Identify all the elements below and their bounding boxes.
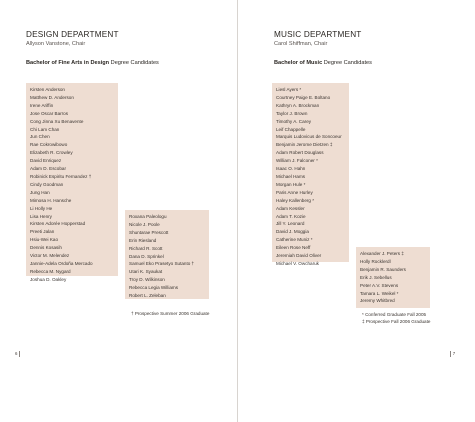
candidate-name: Elizabeth R. Crowley bbox=[30, 150, 73, 156]
left-page bbox=[0, 0, 237, 422]
candidate-name: Erin Riesland bbox=[129, 237, 157, 243]
candidate-name: Shuntarae Prescott bbox=[129, 229, 169, 235]
candidate-name: Morgan Hule * bbox=[276, 181, 306, 187]
design-degree-rest: Degree Candidates bbox=[109, 60, 159, 66]
candidate-name: Dana D. Sprinkel bbox=[129, 253, 164, 259]
candidate-name: Haley Kallenberg * bbox=[276, 197, 315, 203]
candidate-name: Robert L. Zeleban bbox=[129, 293, 166, 299]
candidate-name: Utari K. Syaukat bbox=[129, 269, 163, 275]
design-footnote: † Prospective Summer 2006 Graduate bbox=[131, 311, 210, 316]
candidate-name: Leif Chappelle bbox=[276, 126, 306, 132]
candidate-name: Jill Y. Leonard bbox=[276, 221, 305, 227]
candidate-name: William J. Falconer * bbox=[276, 158, 318, 164]
design-chair: Allyson Vanstone, Chair bbox=[26, 41, 86, 47]
candidate-name: David J. Moggia bbox=[276, 229, 309, 235]
candidate-name: Jannie-Adela Ordoña Mercado bbox=[30, 260, 93, 266]
candidate-name: Alexander J. Peters ‡ bbox=[360, 251, 404, 256]
design-degree-heading bbox=[26, 60, 159, 66]
candidate-name: Joshua D. Oakley bbox=[30, 276, 67, 282]
candidate-name: Liesl Ayers * bbox=[276, 87, 302, 92]
candidate-name: Adam Kessler bbox=[276, 205, 305, 211]
candidate-name: Erik J. Sebellus bbox=[360, 274, 392, 280]
candidate-name: Jung Han bbox=[30, 189, 50, 195]
right-page bbox=[238, 0, 475, 422]
candidate-name: Marquis Ludovicus de Soncoeur bbox=[276, 134, 342, 140]
music-candidates-list-2 bbox=[356, 247, 430, 308]
candidate-name: Peter A.V. Stevens bbox=[360, 282, 399, 288]
candidate-name: Cindy Goodman bbox=[30, 181, 64, 187]
candidate-name: Jun Chen bbox=[30, 134, 50, 140]
candidate-name: Adam T. Kozie bbox=[276, 213, 306, 219]
candidate-name: Richard R. Scott bbox=[129, 245, 163, 251]
design-candidates-list-1 bbox=[26, 83, 118, 282]
music-department-title: MUSIC DEPARTMENT bbox=[274, 30, 362, 39]
right-folio-rule bbox=[450, 351, 451, 357]
candidate-name: Samuel Eko Prasetyo Sutanto † bbox=[129, 261, 195, 267]
right-folio-number: 7 bbox=[452, 351, 456, 357]
music-candidates-list-1 bbox=[272, 83, 349, 266]
candidate-name: Jeremy Whitbred bbox=[360, 298, 395, 304]
left-folio-number: 6 bbox=[15, 351, 18, 357]
candidate-name: Robinick Espiritu Fernandez † bbox=[30, 173, 92, 179]
candidate-name: Benjamin R. Saunders bbox=[360, 266, 406, 272]
candidate-name: Michael Hams bbox=[276, 173, 306, 179]
design-candidates-list-2 bbox=[125, 210, 209, 299]
candidate-name: Jeremiah David Oliver bbox=[276, 253, 322, 259]
candidate-name: Kathryn A. Brockman bbox=[276, 102, 320, 108]
candidate-name: Kirsten Anderson bbox=[30, 87, 65, 92]
music-degree-bold: Bachelor of Music bbox=[274, 60, 323, 66]
candidate-name: Dennis Kosasih bbox=[30, 245, 62, 251]
candidate-name: Paris Anne Hurley bbox=[276, 189, 313, 195]
music-footnote-conferred: * Conferred Graduate Fall 2005 bbox=[362, 312, 427, 317]
candidate-name: Matthew D. Anderson bbox=[30, 94, 74, 100]
music-chair: Carol Shiffman, Chair bbox=[274, 41, 328, 47]
left-folio-rule bbox=[19, 351, 20, 357]
candidate-name: Isaac O. Hahn bbox=[276, 166, 306, 172]
candidate-name: Timothy A. Carey bbox=[276, 118, 312, 124]
candidate-name: Rebecca M. Nygard bbox=[30, 268, 71, 274]
candidate-name: Li Holly He bbox=[30, 205, 53, 211]
candidate-name: Rebecca Legia Williams bbox=[129, 285, 179, 291]
candidate-name: Cong Jinna Xu Benavente bbox=[30, 118, 84, 124]
candidate-name: Hsiu-Wei Kao bbox=[30, 237, 58, 243]
candidate-name: Irene Ariffin bbox=[30, 102, 54, 108]
candidate-name: Catherine Muniz * bbox=[276, 237, 313, 243]
candidate-name: Troy D. Wilkinson bbox=[129, 277, 165, 283]
candidate-name: Eileen Rose Neff bbox=[276, 245, 311, 251]
candidate-name: Tamara L. Weikel * bbox=[360, 290, 399, 296]
candidate-name: Lisa Henry bbox=[30, 213, 52, 219]
music-footnote-prospective: ‡ Prospective Fall 2006 Graduate bbox=[362, 319, 431, 324]
music-degree-heading bbox=[274, 60, 372, 66]
candidate-name: Victor M. Melendez bbox=[30, 253, 70, 259]
candidate-name: Chi Lam Chan bbox=[30, 126, 60, 132]
candidate-name: David Enriquez bbox=[30, 158, 62, 164]
candidate-name: Benjamin Jerome Dietzen ‡ bbox=[276, 142, 333, 148]
candidate-name: Rae Cokrowibowo bbox=[30, 142, 68, 148]
candidate-name: Adam Robert Douglass bbox=[276, 150, 324, 156]
candidate-name: Adam D. Escobar bbox=[30, 166, 66, 172]
right-folio bbox=[448, 351, 455, 357]
candidate-name: Jose Oscar Barros bbox=[30, 110, 69, 116]
design-degree-bold: Bachelor of Fine Arts in Design bbox=[26, 60, 110, 66]
candidate-name: Nicole J. Poole bbox=[129, 221, 160, 227]
candidate-name: Preeti Jalan bbox=[30, 229, 55, 235]
candidate-name: Kirsten Adorée Hopperstad bbox=[30, 221, 86, 227]
candidate-name: Roxana Paleologu bbox=[129, 214, 167, 219]
left-folio bbox=[15, 351, 22, 357]
design-department-title: DESIGN DEPARTMENT bbox=[26, 30, 119, 39]
candidate-name: Taylor J. Brown bbox=[276, 110, 308, 116]
candidate-name: Michael V. Owcharuk bbox=[276, 260, 319, 266]
candidate-name: Holly Rocklerdl bbox=[360, 258, 391, 264]
candidate-name: Courtney Paige E. Boltano bbox=[276, 94, 331, 100]
music-degree-rest: Degree Candidates bbox=[322, 60, 372, 66]
candidate-name: Mimosa H. Hansche bbox=[30, 197, 72, 203]
